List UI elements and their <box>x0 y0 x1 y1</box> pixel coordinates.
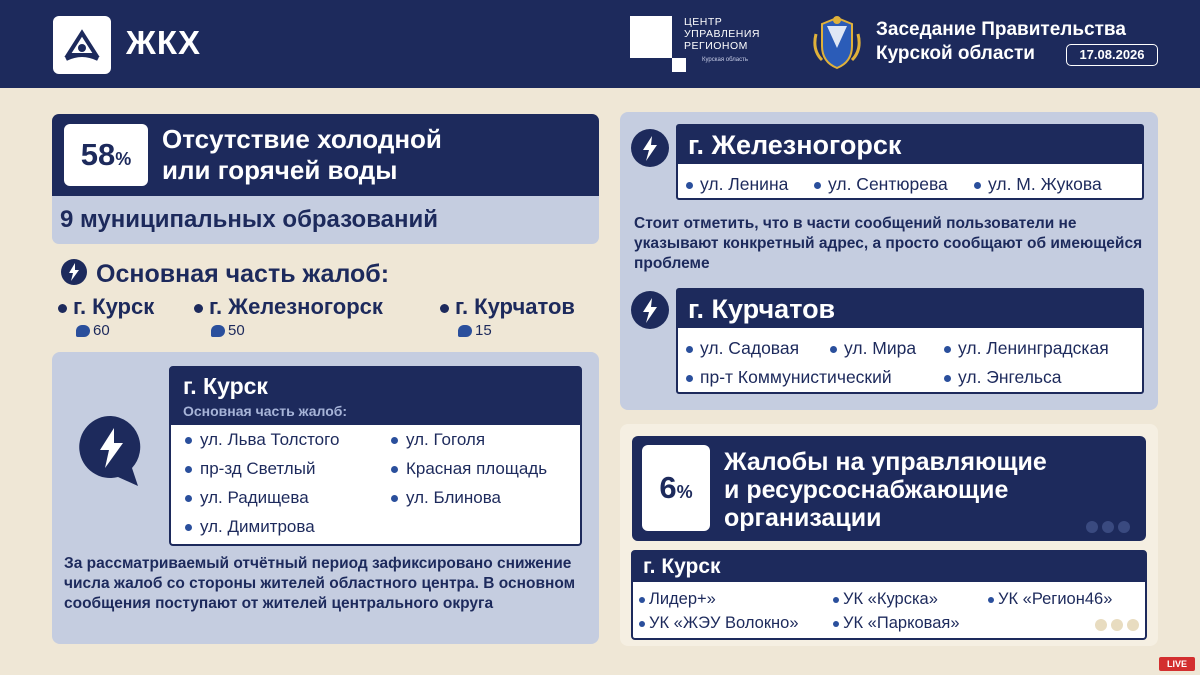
street-name: ул. Энгельса <box>958 367 1062 387</box>
lightning-icon <box>60 258 88 293</box>
company-item <box>833 590 938 609</box>
bullet-icon <box>391 466 398 473</box>
street-item <box>185 459 315 479</box>
center-logo-small-square <box>672 58 686 72</box>
center-logo-text: ЦЕНТР УПРАВЛЕНИЯ РЕГИОНОМ <box>684 16 761 52</box>
bullet-icon <box>686 182 693 189</box>
kursk-note: За рассматриваемый отчётный период зафиксировано снижение числа жалоб со стороны жителей областного центра. В основном сообщения поступают от жителей центрального округа <box>64 555 576 612</box>
bullet-icon <box>988 597 994 603</box>
bullet-icon <box>58 304 67 313</box>
housing-icon <box>53 16 111 74</box>
company-item <box>988 590 1112 609</box>
bullet-icon <box>185 524 192 531</box>
company-name: УК «Регион46» <box>998 590 1113 608</box>
street-name: ул. Димитрова <box>200 517 315 536</box>
street-item <box>185 488 309 508</box>
center-logo-square <box>630 16 672 58</box>
main-complaints-heading <box>60 258 389 288</box>
street-name: ул. Гоголя <box>406 430 486 449</box>
company-name: УК «Курска» <box>843 590 938 608</box>
bullet-icon <box>391 437 398 444</box>
street-name: ул. Льва Толстого <box>200 430 340 449</box>
bullet-icon <box>814 182 821 189</box>
street-item <box>686 174 788 195</box>
street-item <box>974 174 1102 195</box>
street-item <box>391 430 485 450</box>
street-name: ул. Садовая <box>700 338 800 358</box>
city-kursk <box>58 294 154 320</box>
bullet-icon <box>440 304 449 313</box>
bullet-icon <box>185 466 192 473</box>
kurchatov-box-title: г. Курчатов <box>678 290 1142 328</box>
street-item <box>185 517 315 537</box>
date-badge: 17.08.2026 <box>1066 44 1158 66</box>
lightning-icon <box>630 128 670 168</box>
dot-icon <box>1095 619 1107 631</box>
kursk-box-subtitle: Основная часть жалоб: <box>183 403 348 419</box>
street-item <box>944 338 1109 359</box>
zheleznogorsk-box-title: г. Железногорск <box>678 126 1142 164</box>
street-name: Красная площадь <box>406 459 548 478</box>
header-bar <box>0 0 1200 88</box>
lightning-icon <box>630 290 670 330</box>
street-item <box>830 338 916 359</box>
street-name: ул. Ленина <box>700 174 789 194</box>
bullet-icon <box>639 621 645 627</box>
management-percent-badge <box>642 445 710 531</box>
street-item <box>686 367 892 388</box>
zheleznogorsk-box <box>676 124 1144 200</box>
city-zheleznogorsk-count <box>211 322 245 339</box>
management-percent-value: 6 <box>659 470 677 505</box>
complaint-count: 50 <box>228 322 245 339</box>
water-title-line2: или горячей воды <box>162 155 398 185</box>
water-percent-sign: % <box>115 149 132 169</box>
complaint-count: 15 <box>475 322 492 339</box>
dot-icon <box>1118 521 1130 533</box>
street-name: ул. Мира <box>844 338 917 358</box>
company-name: УК «ЖЭУ Волокно» <box>649 614 799 632</box>
company-item <box>833 614 960 633</box>
dot-icon <box>1086 521 1098 533</box>
kursk-box-header <box>171 368 580 425</box>
zheleznogorsk-note: Стоит отметить, что в части сообщений пользователи не указывают конкретный адрес, а просто сообщают об имеющейся проблеме <box>634 215 1143 272</box>
live-badge: LIVE <box>1159 657 1195 671</box>
street-name: ул. Ленинградская <box>958 338 1109 358</box>
bullet-icon <box>944 346 951 353</box>
street-name: пр-зд Светлый <box>200 459 316 478</box>
bullet-icon <box>185 495 192 502</box>
company-name: УК «Парковая» <box>843 614 960 632</box>
street-item <box>944 367 1062 388</box>
bullet-icon <box>391 495 398 502</box>
street-name: пр-т Коммунистический <box>700 367 892 387</box>
water-percent-value: 58 <box>80 137 116 172</box>
street-item <box>391 459 547 479</box>
management-title-line3: организации <box>724 504 882 532</box>
bullet-icon <box>833 597 839 603</box>
street-name: ул. Сентюрева <box>828 174 948 194</box>
street-name: ул. Радищева <box>200 488 309 507</box>
city-zheleznogorsk <box>194 294 383 320</box>
water-outage-title <box>162 124 442 186</box>
complaint-count: 60 <box>93 322 110 339</box>
street-item <box>686 338 799 359</box>
city-name: г. Курчатов <box>455 294 575 319</box>
bullet-icon <box>686 346 693 353</box>
management-title-line1: Жалобы на управляющие <box>724 448 1047 476</box>
bullet-icon <box>944 375 951 382</box>
management-percent-sign: % <box>676 482 693 502</box>
dot-icon <box>1127 619 1139 631</box>
management-city-title: г. Курск <box>633 552 1145 582</box>
water-percent-badge <box>64 124 148 186</box>
municipalities-count: 9 муниципальных образований <box>52 196 599 244</box>
lightning-chat-icon <box>78 414 144 488</box>
decorative-dots <box>1086 520 1134 538</box>
water-title-line1: Отсутствие холодной <box>162 124 442 154</box>
kursk-box-title: г. Курск <box>183 373 268 399</box>
street-name: ул. М. Жукова <box>988 174 1102 194</box>
chat-bubble-icon <box>76 325 90 337</box>
bullet-icon <box>686 375 693 382</box>
gov-title-line1: Заседание Правительства <box>876 19 1126 40</box>
street-item <box>391 488 501 508</box>
company-name: Лидер+» <box>649 590 716 608</box>
city-kursk-count <box>76 322 110 339</box>
chat-bubble-icon <box>211 325 225 337</box>
management-companies-box <box>631 550 1147 640</box>
company-item <box>639 614 799 633</box>
bullet-icon <box>833 621 839 627</box>
kursk-streets-box <box>169 366 582 546</box>
city-kurchatov <box>440 294 575 320</box>
management-complaints-title <box>724 448 1047 532</box>
water-outage-card <box>52 114 599 196</box>
bullet-icon <box>194 304 203 313</box>
city-kurchatov-count <box>458 322 492 339</box>
street-item <box>185 430 339 450</box>
bullet-icon <box>639 597 645 603</box>
decorative-dots <box>1095 618 1143 636</box>
center-logo-subtitle: Курская область <box>702 57 748 63</box>
company-item <box>639 590 716 609</box>
gov-title-line2: Курской области <box>876 43 1035 64</box>
main-complaints-title: Основная часть жалоб: <box>96 260 390 289</box>
section-title: ЖКХ <box>126 24 201 61</box>
bullet-icon <box>974 182 981 189</box>
management-title-line2: и ресурсоснабжающие <box>724 476 1009 504</box>
dot-icon <box>1111 619 1123 631</box>
chat-bubble-icon <box>458 325 472 337</box>
kurchatov-box <box>676 288 1144 394</box>
dot-icon <box>1102 521 1114 533</box>
coat-of-arms-icon <box>812 14 862 70</box>
bullet-icon <box>185 437 192 444</box>
street-item <box>814 174 948 195</box>
street-name: ул. Блинова <box>406 488 502 507</box>
city-name: г. Курск <box>73 294 155 319</box>
city-name: г. Железногорск <box>209 294 383 319</box>
bullet-icon <box>830 346 837 353</box>
